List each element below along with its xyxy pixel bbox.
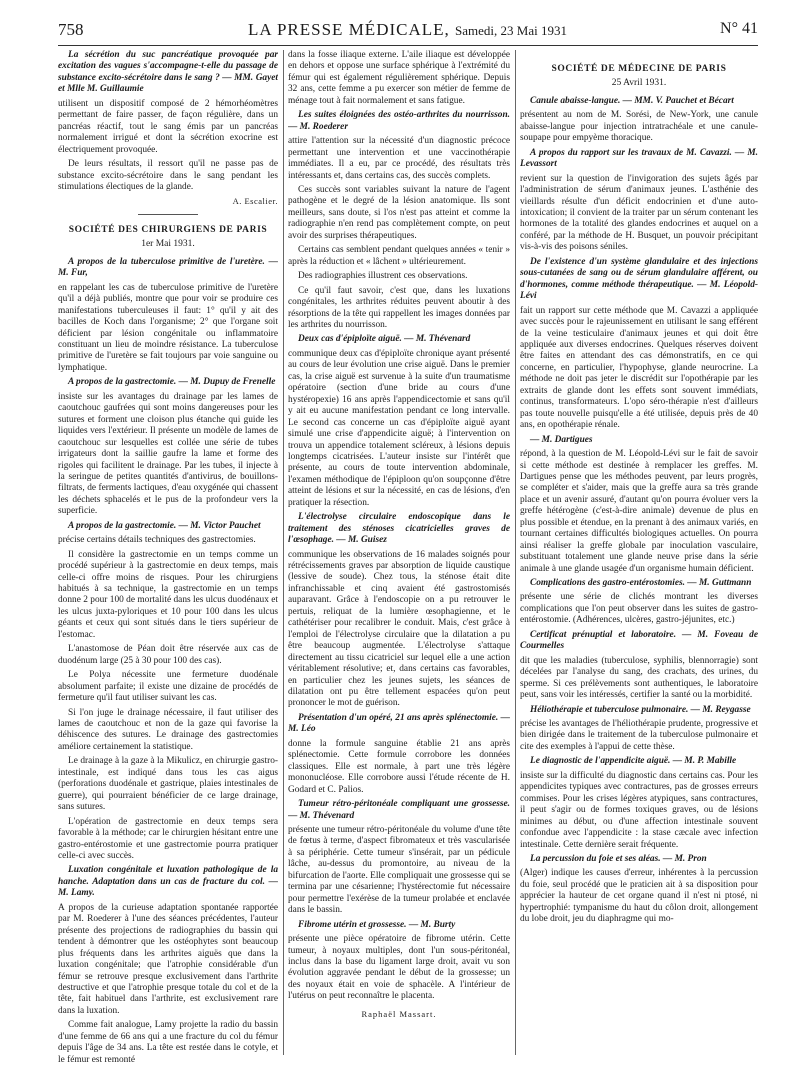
paragraph: précise les avantages de l'héliothérapie prudente, progressive et bien dirigée dans le traitement de la tuberculose pulmonaire et cite des exemples à l'appui de cette thèse. — [520, 719, 758, 752]
article-heading: A propos de la tuberculose primitive de l'uretère. — M. Fur, — [58, 256, 278, 279]
header-rule — [58, 45, 758, 46]
page-number: 758 — [58, 20, 84, 39]
paragraph: Ce qu'il faut savoir, c'est que, dans les luxations congénitales, les arthrites réduites peuvent aboutir à des résorptions de la tête qui rappellent les images données par les arthrites du nourrisson. — [288, 285, 510, 330]
paragraph: présentent au nom de M. Sorési, de New-York, une canule abaisse-langue pour injection intratrachéale et une canule-soupape pour empyème thoracique. — [520, 110, 758, 144]
paragraph: répond, à la question de M. Léopold-Lévi sur le fait de savoir si cette méthode est destinée à remplacer les greffes. M. Dartigues pense que les méthodes peuvent, par leurs progrès, se compléter et s'aider, mais que la greffe aura sa très grande place et un avenir assuré, d'autant qu'on pourra évoluer vers la greffe hétérogène (c'est-à-dire animale) devenue de plus en plus possible et étendue, en la prenant à des animaux variés, en tournant certaines difficultés biologiques actuelles. On pourra ainsi réaliser la greffe globale par inoculation vasculaire, substituant totalement une glande neuve prise dans la série animale à une glande usagée d'un organisme humain déficient. — [520, 449, 758, 574]
column-divider-right — [515, 50, 516, 1055]
paragraph: précise certains détails techniques des gastrectomies. — [58, 535, 256, 546]
journal-name: LA PRESSE MÉDICALE, — [248, 20, 450, 39]
column-middle — [288, 50, 510, 1070]
paragraph: présente une pièce opératoire de fibrome utérin. Cette tumeur, à noyaux multiples, dont l'un sous-péritonéal, inclus dans la base du ligament large droit, avait vu son évolution aggravée pendant le début de la grossesse; un des noyaux était en voie de sphacèle. A l'intérieur de l'utérus on peut reconnaître le placenta. — [288, 934, 510, 1002]
journal-title — [248, 20, 567, 40]
article-heading: La sécrétion du suc pancréatique provoquée par excitation des vagues s'accompagne-t-elle du passage de substance excito-sécrétoire dans le sang ? — MM. Gayet et Mlle M. Guillaumie — [58, 50, 278, 95]
column-right — [520, 50, 758, 1070]
article-heading: Luxation congénitale et luxation pathologique de la hanche. Adaptation dans un cas de fracture du col. — M. Lamy. — [58, 865, 278, 899]
paragraph: revient sur la question de l'invigoration des sujets âgés par l'administration de sérum d'animaux jeunes. L'asthénie des vieillards résulte d'un déficit endocrinien et d'une auto-intoxication; il convient de la traiter par un sérum contenant les hormones de la totalité des glandes endocrines et auquel on a conféré, par la méthode de H. Busquet, un pouvoir précipitant vis-à-vis des poisons séniles. — [520, 173, 758, 253]
section-rule — [138, 214, 198, 215]
article-heading: Complications des gastro-entérostomies. — M. Guttmann — [530, 578, 752, 589]
article-heading: Les suites éloignées des ostéo-arthrites du nourrisson. — M. Roederer — [288, 110, 510, 132]
author-signature: Raphaël Massart. — [361, 1008, 437, 1019]
society-heading: SOCIÉTÉ DES CHIRURGIENS DE PARIS — [68, 224, 268, 235]
paragraph: en rappelant les cas de tuberculose primitive de l'uretère qu'il a déjà publiés, montre que pour voir se produire ces manifestations tuberculeuses il faut: 1° qu'il y ait des bacilles de Koch dans l'organisme; 2° que l'organe soit déficient par lésion congénitale ou inflammatoire constituant un lieu de moindre résistance. La tuberculose primitive de l'uretère se fait toujours par voie sanguine ou lymphatique. — [58, 282, 278, 373]
article-heading: — M. Dartigues — [530, 434, 593, 445]
article-heading: L'électrolyse circulaire endoscopique dans le traitement des sténoses cicatricielles graves de l'œsophage. — M. Guisez — [288, 512, 510, 546]
article-heading: Présentation d'un opéré, 21 ans après splénectomie. — M. Léo — [288, 712, 510, 735]
paragraph: Des radiographies illustrent ces observations. — [298, 271, 468, 282]
column-left — [58, 50, 278, 1070]
paragraph: fait un rapport sur cette méthode que M. Cavazzi a appliquée avec succès pour le rajeunissement en utilisant le sang efférent de la veine testiculaire d'animaux jeunes et qui doit être appliquée aux diverses endocrines. Quelques réserves doivent être faites en attendant des cas démonstratifs, en ce qui concerne, en particulier, l'hypophyse, glande neurocrine. La méthode ne doit pas jeter le discrédit sur l'opothérapie par les extraits de glande dont les effets sont souvent immédiats, continus, transformateurs. L'opo séro-thérapie n'est d'ailleurs pas toute nouvelle puisqu'elle a été utilisée, depuis près de 40 ans, en opothérapie rénale. — [520, 305, 758, 431]
paragraph: L'opération de gastrectomie en deux temps sera favorable à la méthode; car le chirurgien hésitant entre une gastro-entérostomie et une gastrectomie pourra pratiquer celle-ci avec succès. — [58, 816, 278, 861]
paragraph: insiste sur les avantages du drainage par les lames de caoutchouc gaufrées qui sont moins dangereuses pour les sutures et forment une cloison plus étanche qui guide les liquides vers l'extérieur. Il présente un modèle de lames de caoutchouc sur lesquelles est collée une série de tubes irrigateurs dont la saillie gaufre la lame et forme des rigoles qui facilitent le drainage. Par les tubes, il injecte à la seringue de petites quantités d'antivirus, de bouillons-filtrats, de ferments lactiques, d'eau oxygénée qui chassent les déchets sphacelés et le pus de la profondeur vers la superficie. — [58, 391, 278, 517]
paragraph: communique deux cas d'épiploïte chronique ayant présenté au cours de leur évolution une crise aiguë. Dans le premier cas, la crise aiguë est survenue à la suite d'un traumatisme opératoire (section d'une bride au cours d'une hystéropexie) 16 ans après l'appendicectomie et sans qu'il y ait eu aucune manifestation pendant ce long intervalle. Le second cas concerne un cas d'épiploïte aiguë ayant simulé une crise d'appendicite aiguë; à l'intervention on trouva un appendice totalement scléreux, à lésions depuis longtemps cicatrisées. L'auteur insiste sur l'intérêt que présente, au cours de toute intervention abdominale, l'examen méthodique de l'épiploon qu'on soupçonne d'être atteint de lésions et sur la nécessité, en cas de lésions, d'en pratiquer la résection. — [288, 348, 510, 508]
article-heading: Le diagnostic de l'appendicite aiguë. — M. P. Mabille — [530, 756, 737, 767]
paragraph: attire l'attention sur la nécessité d'un diagnostic précoce permettant une intervention et une vaccinothérapie immédiates. Il a eu, par ce procédé, des résultats très intéressants et, dans certains cas, des succès complets. — [288, 136, 510, 181]
paragraph: Si l'on juge le drainage nécessaire, il faut utiliser des lames de caoutchouc et non de la gaze qui favorise la déhiscence des sutures. Le drainage des gastrectomies améliore certainement la statistique. — [58, 707, 278, 752]
paragraph: dit que les maladies (tuberculose, syphilis, blennorragie) sont décelées par l'analyse du sang, des crachats, des urines, du sperme. Si ces prélèvements sont authentiques, le laboratoire peut, sans voir les intéressés, certifier la santé ou la morbidité. — [520, 655, 758, 701]
article-heading: A propos de la gastrectomie. — M. Victor Pauchet — [68, 520, 261, 531]
paragraph: communique les observations de 16 malades soignés pour rétrécissements graves par absorption de liquide caustique (lessive de soude). Chez tous, la sténose était dite infranchissable et cinq avaient été gastrostomisés auparavant. Grâce à l'endoscopie on a pu retrouver le pertuis, reliquat de la lumière œsophagienne, et le cathétériser pour recalibrer le conduit. Mais, c'est grâce à l'emploi de l'électrolyse circulaire que la dilatation a pu être beaucoup augmentée. L'électrolyse s'attaque directement au tissu cicatriciel sur lequel elle a une action véritablement résolutive; et, dans certains cas favorables, en particulier chez les jeunes sujets, les séances de dilatation ont pu être tellement espacées qu'on peut prononcer le mot de guérison. — [288, 549, 510, 709]
issue-number: N° 41 — [720, 20, 758, 37]
article-heading: A propos de la gastrectomie. — M. Dupuy de Frenelle — [68, 377, 276, 388]
column-divider-left — [283, 50, 284, 1055]
paragraph: De leurs résultats, il ressort qu'il ne passe pas de substance excito-sécrétoire dans le sang pendant les stimulations électiques de la glande. — [58, 159, 278, 192]
paragraph: Ces succès sont variables suivant la nature de l'agent pathogène et le degré de la lésion anatomique. Ils sont meilleurs, sans doute, si l'os n'est pas atteint et comme la radiographie n'en rend pas complètement compte, on peut avoir des surprises thérapeutiques. — [288, 184, 510, 241]
paragraph: insiste sur la difficulté du diagnostic dans certains cas. Pour les appendicites typiques avec contractures, pas de grosses erreurs commises. Pour les crises légères atypiques, sans contractures, il peut s'agir ou de formes toxiques graves, ou de lésions minimes au début, ou d'une affection intestinale souvent confondue avec l'appendicite : la stase cæcale avec infection intestinale. Cette dernière serait fréquente. — [520, 770, 758, 850]
session-date: 1er Mai 1931. — [141, 239, 195, 250]
paragraph: Comme fait analogue, Lamy projette la radio du bassin d'une femme de 66 ans qui a une fracture du col du fémur depuis l'âge de 34 ans. La tête est restée dans le cotyle, et le fémur est remonté — [58, 1020, 278, 1065]
paragraph: donne la formule sanguine établie 21 ans après splénectomie. Cette formule corrobore les données classiques. Elle est normale, à part une très légère mononucléose. Elle corrobore aussi l'étude récente de H. Godard et C. Palios. — [288, 738, 510, 795]
article-heading: Tumeur rétro-péritonéale compliquant une grossesse. — M. Thévenard — [288, 799, 510, 821]
paragraph: L'anastomose de Péan doit être réservée aux cas de duodénum large (25 à 30 pour 100 des cas). — [58, 644, 278, 666]
article-heading: Deux cas d'épiploïte aiguë. — M. Thévenard — [298, 334, 471, 345]
article-heading: A propos du rapport sur les travaux de M. Cavazzi. — M. Levassort — [520, 147, 758, 170]
paragraph: dans la fosse iliaque externe. L'aile iliaque est développée en dehors et oppose une surface sphérique à l'extrémité du fémur qui est également régulièrement sphérique. Depuis 32 ans, cette femme a pu exercer son métier de femme de ménage tout à fait normalement et sans fatigue. — [288, 50, 510, 106]
paragraph: (Alger) indique les causes d'erreur, inhérentes à la percussion du foie, seul procédé que le praticien ait à sa disposition pour apprécier la hauteur de cet organe quand il n'est ni ptosé, ni hypertrophié: tympanisme du haut du côlon droit, allongement du lobe droit, jeu du diaphragme qui mo- — [520, 868, 758, 925]
paragraph: Le drainage à la gaze à la Mikulicz, en chirurgie gastro-intestinale, est indiqué dans tous les cas aigus (perforations duodénale et gastrique, plaies intestinales de guerre), qui pourraient bénéficier de ce large drainage, sans sutures. — [58, 756, 278, 813]
paragraph: A propos de la curieuse adaptation spontanée rapportée par M. Roederer à l'une des séances précédentes, l'auteur présente des projections de radiographies du bassin qui tendent à démontrer que les ostéophytes sont beaucoup plus fréquents dans les arthrites aiguës que dans la luxation congénitale; que l'atrophie considérable d'un fémur se retrouve presque exclusivement dans l'arthrite destructive et que l'atrophie presque totale du col et de la tête, fait habituel dans l'arthrite, est exclusivement rare dans la luxation. — [58, 902, 278, 1016]
paragraph: présente une tumeur rétro-péritonéale du volume d'une tête de fœtus à terme, d'aspect fibromateux et très vascularisée à sa périphérie. Cette tumeur s'insérait, par un pédicule lâche, au-dessus du promontoire, au niveau de la bifurcation de l'aorte. Elle compliquait une grossesse qui se termina par une césarienne; l'hystérectomie fut nécessaire pour permettre l'exérèse de la tumeur prolabée et enclavée dans le bassin. — [288, 825, 510, 916]
article-heading: Héliothérapie et tuberculose pulmonaire. — M. Reygasse — [530, 704, 751, 715]
paragraph: Le Polya nécessite une fermeture duodénale absolument parfaite; il existe une dizaine de procédés de fermeture qu'il faut utiliser suivant les cas. — [58, 670, 278, 704]
paragraph: Certains cas semblent pendant quelques années « tenir » après la réduction et « lâchent » ultérieurement. — [288, 245, 510, 267]
session-date: 25 Avril 1931. — [611, 78, 667, 89]
issue-date: Samedi, 23 Mai 1931 — [455, 23, 567, 38]
author-signature: A. Escalier. — [232, 196, 278, 207]
article-heading: De l'existence d'un système glandulaire et des injections sous-cutanées de sang ou de sérum glandulaire afférent, ou d'hormones, comme méthode thérapeutique. — M. Léopold-Lévi — [520, 256, 758, 302]
article-heading: Certificat prénuptial et laboratoire. — M. Foveau de Courmelles — [520, 629, 758, 652]
article-heading: La percussion du foie et ses aléas. — M. Pron — [530, 854, 707, 864]
paragraph: Il considère la gastrectomie en un temps comme un procédé supérieur à la gastrectomie en deux temps, mais celle-ci offre moins de risques. Pour les chirurgiens habitués à sa technique, la gastrectomie en un temps donne 2 pour 100 de mortalité dans les ulcus duodénaux et les ulcus juxta-pyloriques et 10 pour 100 dans les ulcus géants et ceux qui sont situés dans le tiers supérieur de l'estomac. — [58, 549, 278, 640]
society-heading: SOCIÉTÉ DE MÉDECINE DE PARIS — [551, 64, 727, 74]
article-heading: Canule abaisse-langue. — MM. V. Pauchet et Bécart — [530, 95, 734, 106]
page-header — [58, 20, 758, 42]
paragraph: présente une série de clichés montrant les diverses complications que l'on peut observer dans les suites de gastro-entérostomie. (Adhérences, ulcères, gastro-jéjunites, etc.) — [520, 592, 758, 626]
paragraph: utilisent un dispositif composé de 2 hémorhéomètres permettant de faire passer, de façon régulière, dans un pancréas réactif, tout le sang émis par un pancréas normalement irrigué et dont la sécrétion exocrine est électriquement provoquée. — [58, 98, 278, 155]
article-heading: Fibrome utérin et grossesse. — M. Burty — [298, 919, 456, 930]
